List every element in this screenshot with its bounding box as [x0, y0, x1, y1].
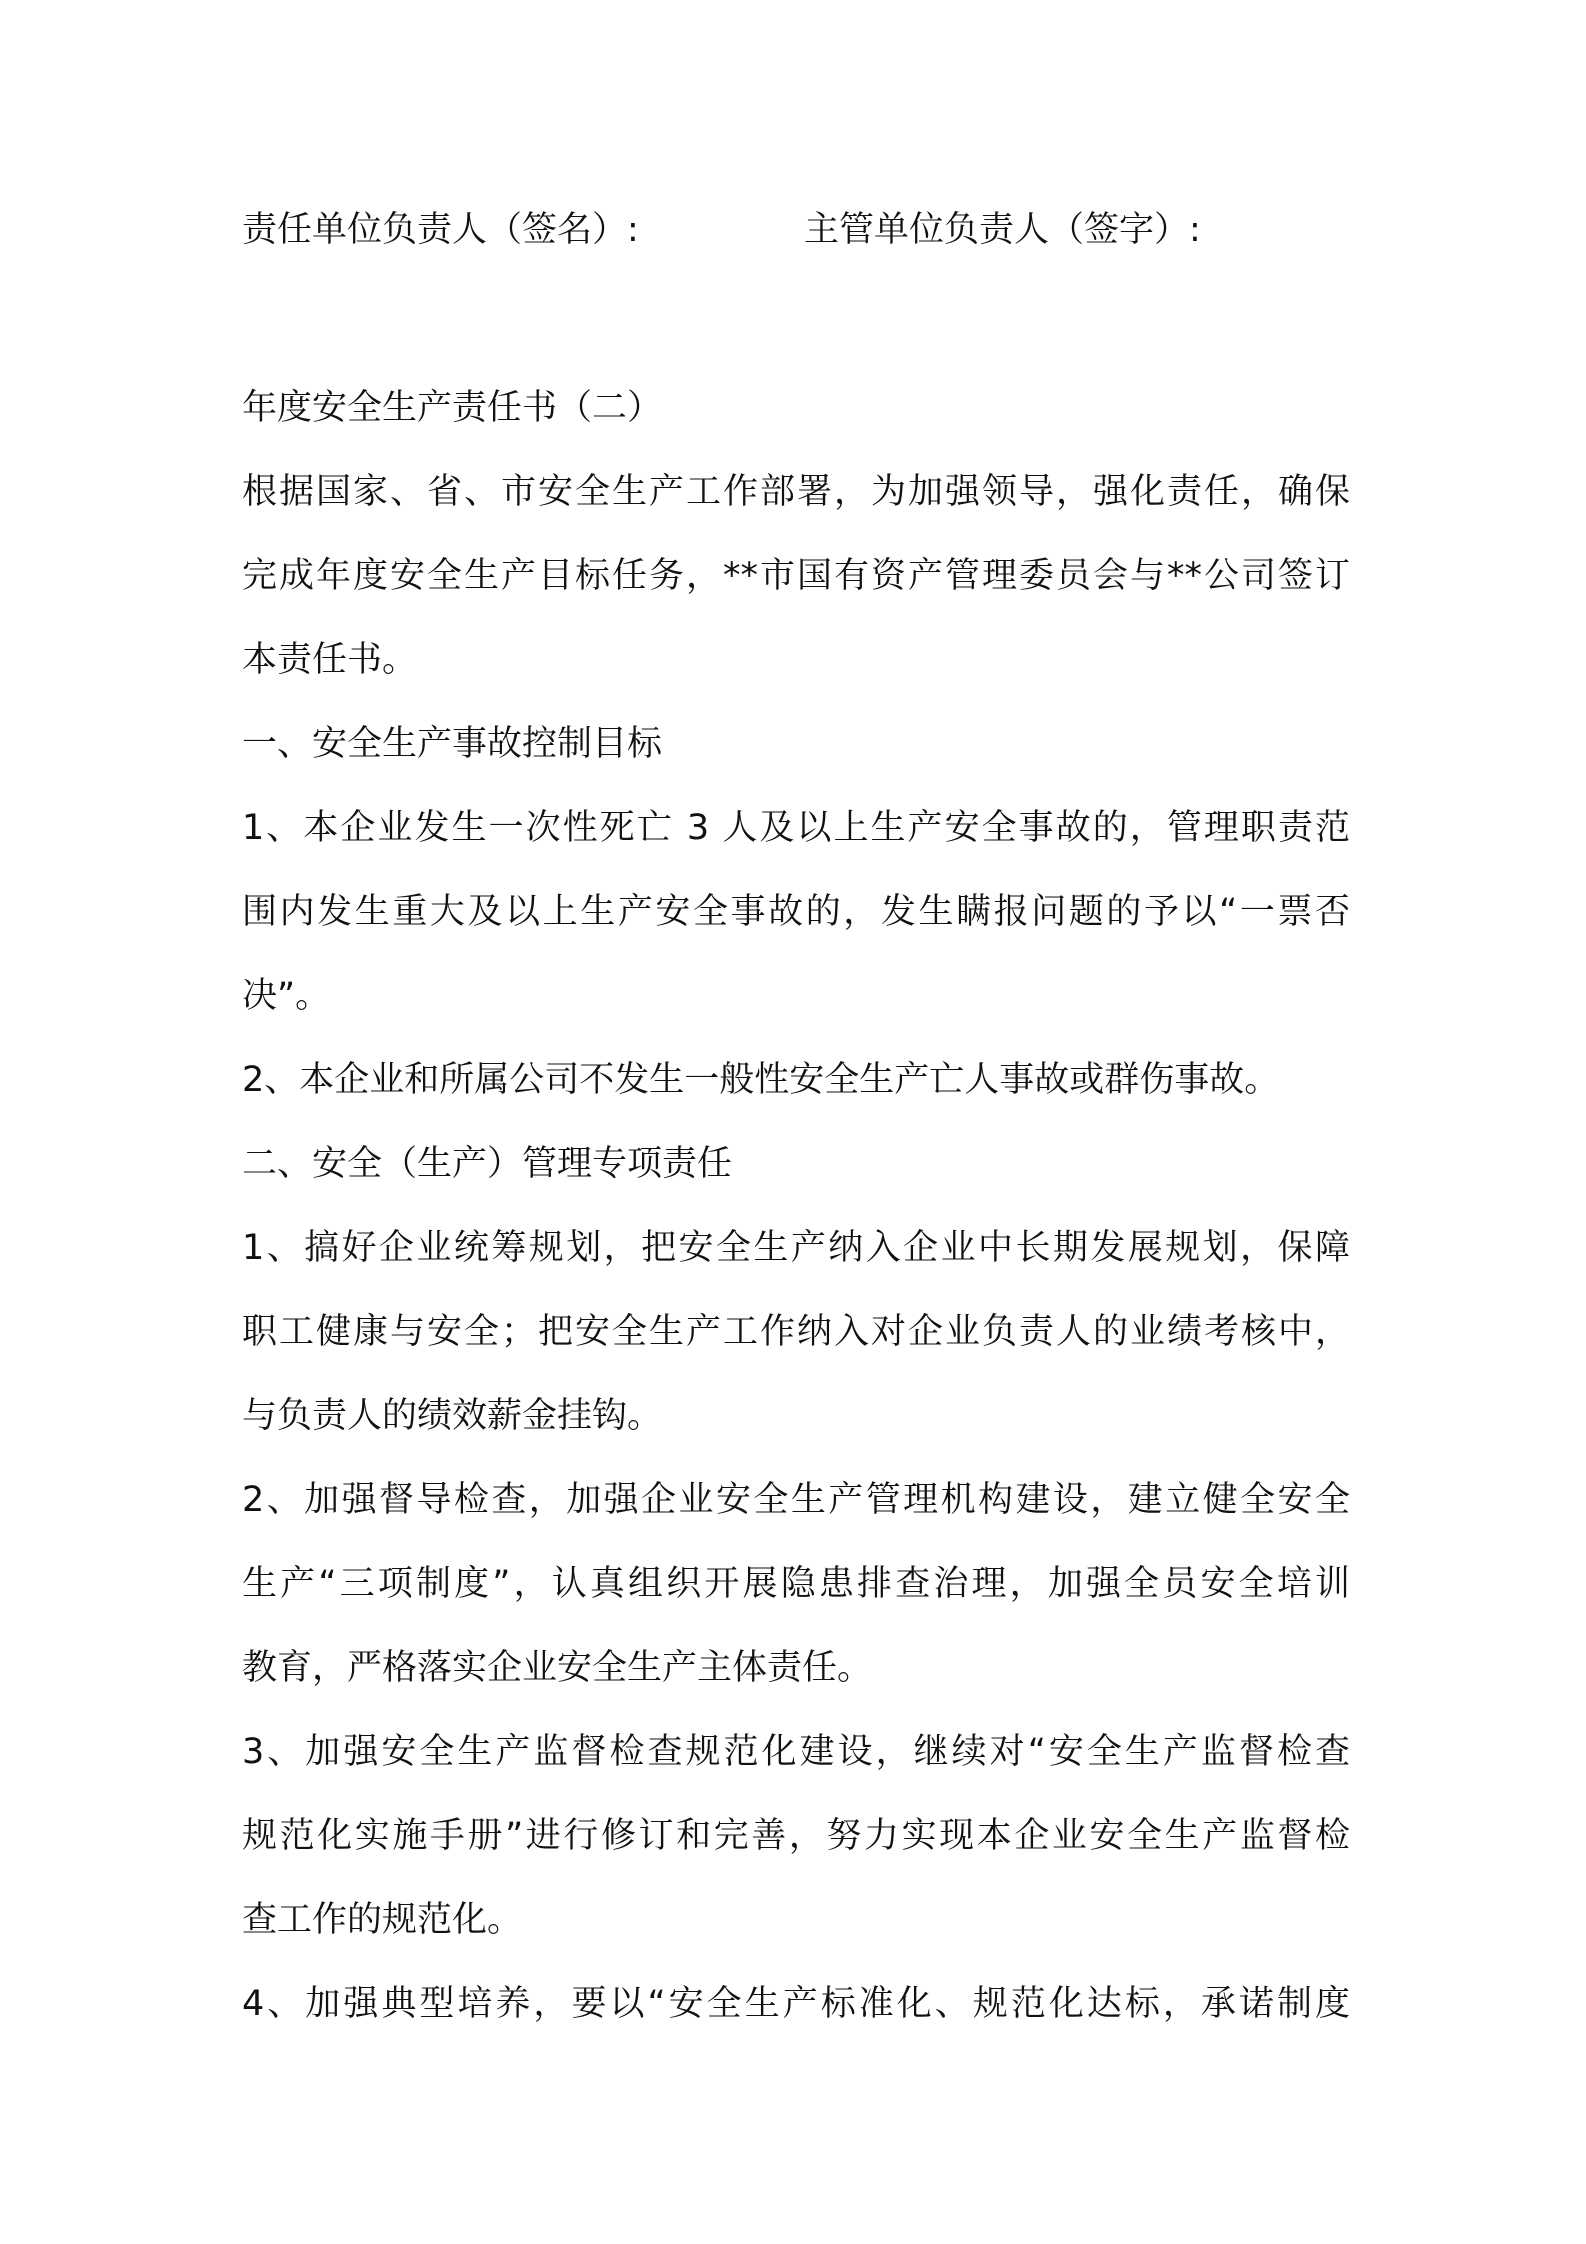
body-line: 决”。 — [242, 976, 331, 1016]
supervising-unit-signature-label: 主管单位负责人（签字）: — [804, 210, 1201, 250]
responsible-unit-signature-label: 责任单位负责人（签名）: — [242, 210, 639, 250]
body-line: 生产“三项制度”，认真组织开展隐患排查治理，加强全员安全培训 — [242, 1564, 1350, 1604]
body-line: 规范化实施手册”进行修订和完善，努力实现本企业安全生产监督检 — [242, 1816, 1350, 1856]
body-line: 查工作的规范化。 — [242, 1900, 523, 1940]
section-heading: 二、安全（生产）管理专项责任 — [242, 1144, 733, 1184]
section-heading: 一、安全生产事故控制目标 — [242, 724, 663, 764]
body-line: 4、加强典型培养，要以“安全生产标准化、规范化达标，承诺制度 — [242, 1984, 1350, 2024]
body-line: 2、本企业和所属公司不发生一般性安全生产亡人事故或群伤事故。 — [242, 1060, 1280, 1100]
body-line: 2、加强督导检查，加强企业安全生产管理机构建设，建立健全安全 — [242, 1480, 1350, 1520]
body-line: 3、加强安全生产监督检查规范化建设，继续对“安全生产监督检查 — [242, 1732, 1350, 1772]
body-line: 完成年度安全生产目标任务，**市国有资产管理委员会与**公司签订 — [242, 556, 1350, 596]
document-title: 年度安全生产责任书（二） — [242, 388, 663, 428]
body-line: 1、本企业发生一次性死亡 3 人及以上生产安全事故的，管理职责范 — [242, 808, 1350, 848]
body-line: 本责任书。 — [242, 640, 418, 680]
body-line: 围内发生重大及以上生产安全事故的，发生瞒报问题的予以“一票否 — [242, 892, 1350, 932]
body-line: 职工健康与安全；把安全生产工作纳入对企业负责人的业绩考核中， — [242, 1312, 1350, 1352]
body-line: 教育，严格落实企业安全生产主体责任。 — [242, 1648, 873, 1688]
body-line: 根据国家、省、市安全生产工作部署，为加强领导，强化责任，确保 — [242, 472, 1350, 512]
signature-row — [242, 200, 1362, 260]
document-body — [242, 366, 1350, 2046]
body-line: 1、搞好企业统筹规划，把安全生产纳入企业中长期发展规划，保障 — [242, 1228, 1350, 1268]
body-line: 与负责人的绩效薪金挂钩。 — [242, 1396, 663, 1436]
